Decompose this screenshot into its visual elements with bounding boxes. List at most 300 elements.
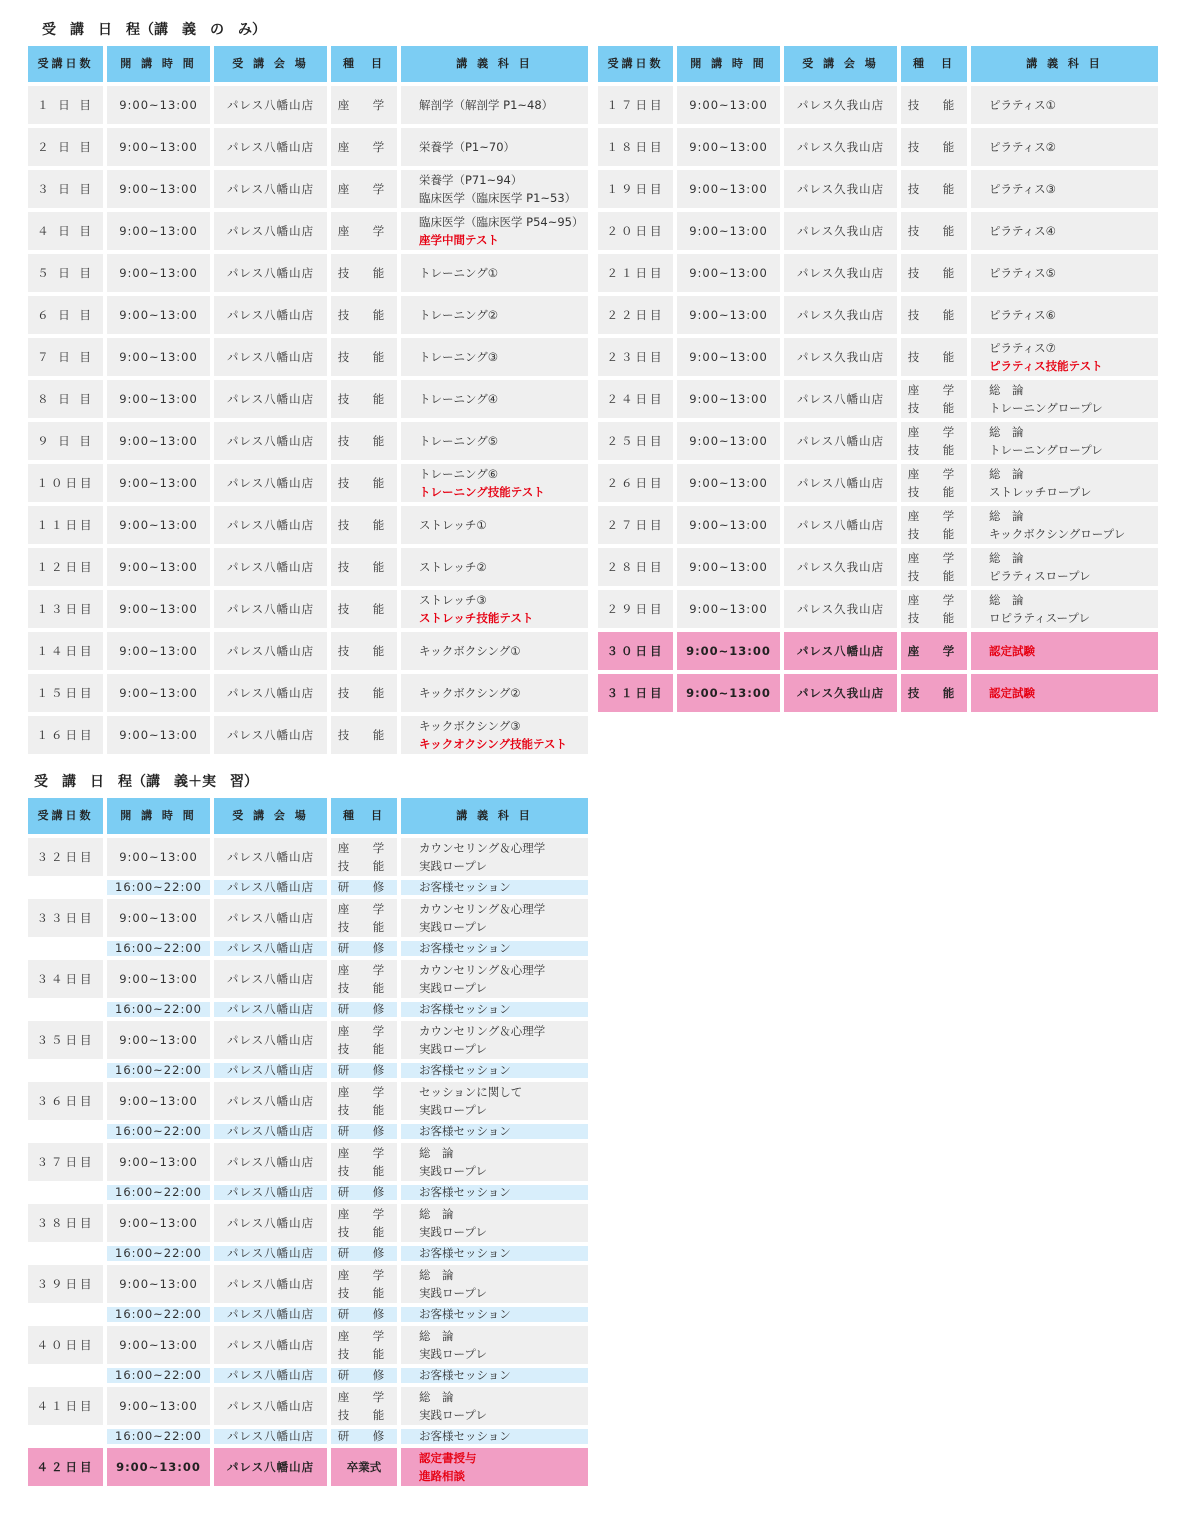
- subject-cell: [401, 1387, 588, 1425]
- category-cell: [331, 1204, 397, 1242]
- category-line: 座 学: [337, 1085, 391, 1099]
- table-row: [598, 548, 1158, 586]
- table-row: [28, 674, 588, 712]
- category-line: 技 能: [337, 1408, 391, 1422]
- day-cell: １１日目: [28, 506, 103, 544]
- time-cell: 9:00~13:00: [677, 548, 780, 586]
- table-row: [598, 170, 1158, 208]
- subject-cell: [971, 86, 1158, 124]
- table-row: [28, 899, 588, 937]
- subject-line: 実践ロープレ: [419, 1042, 487, 1056]
- evening-subject-cell: お客様セッション: [401, 1429, 588, 1444]
- time-cell: 9:00~13:00: [107, 128, 210, 166]
- evening-venue-cell: パレス八幡山店: [214, 1246, 327, 1261]
- time-cell: 9:00~13:00: [107, 464, 210, 502]
- subject-cell: [971, 464, 1158, 502]
- evening-venue-cell: パレス八幡山店: [214, 1063, 327, 1078]
- evening-time-cell: 16:00~22:00: [107, 941, 210, 956]
- table-row: [28, 1204, 588, 1242]
- subject-line: 総 論: [419, 1268, 454, 1282]
- venue-cell: パレス八幡山店: [214, 506, 327, 544]
- table-subrow: [28, 1124, 588, 1139]
- subject-line: 解剖学（解剖学 P1~48）: [419, 98, 554, 112]
- category-line: 座 学: [907, 509, 961, 523]
- subject-line: 総 論: [989, 383, 1024, 397]
- subject-cell: [971, 674, 1158, 712]
- table-row: [598, 254, 1158, 292]
- subject-line: カウンセリング＆心理学: [419, 902, 546, 916]
- evening-venue-cell: パレス八幡山店: [214, 1429, 327, 1444]
- venue-cell: パレス八幡山店: [214, 128, 327, 166]
- subject-line: キックボクシング③: [419, 719, 521, 733]
- venue-cell: パレス八幡山店: [214, 1448, 327, 1486]
- time-cell: 9:00~13:00: [107, 716, 210, 754]
- evening-time-cell: 16:00~22:00: [107, 880, 210, 895]
- day-cell: ２７日目: [598, 506, 673, 544]
- header-venue: 受 講 会 場: [784, 46, 897, 82]
- subject-cell: [401, 212, 588, 250]
- evening-venue-cell: パレス八幡山店: [214, 1368, 327, 1383]
- evening-category-cell: 研 修: [331, 1124, 397, 1139]
- day-cell: １ 日 目: [28, 86, 103, 124]
- table-subrow: [28, 1002, 588, 1017]
- category-line: 技 能: [337, 981, 391, 995]
- table-header-row: [28, 46, 588, 82]
- day-cell: １２日目: [28, 548, 103, 586]
- time-cell: 9:00~13:00: [107, 170, 210, 208]
- blank-cell: [28, 941, 103, 956]
- time-cell: 9:00~13:00: [107, 1265, 210, 1303]
- category-cell: [901, 632, 967, 670]
- subject-cell: [971, 254, 1158, 292]
- category-line: 技 能: [337, 266, 391, 280]
- category-cell: [331, 212, 397, 250]
- category-line: 技 能: [337, 602, 391, 616]
- evening-category-cell: 研 修: [331, 1185, 397, 1200]
- subject-cell: [401, 86, 588, 124]
- venue-cell: パレス八幡山店: [214, 838, 327, 876]
- category-line: 座 学: [907, 383, 961, 397]
- test-note: トレーニング技能テスト: [419, 485, 545, 499]
- subject-line: 実践ロープレ: [419, 1103, 487, 1117]
- subject-line: 総 論: [989, 551, 1024, 565]
- venue-cell: パレス八幡山店: [214, 1082, 327, 1120]
- category-cell: [901, 338, 967, 376]
- header-subject: 講 義 科 目: [971, 46, 1158, 82]
- header-subject: 講 義 科 目: [401, 46, 588, 82]
- subject-line: 実践ロープレ: [419, 1225, 487, 1239]
- category-cell: [331, 422, 397, 460]
- subject-line: キックボクシング②: [419, 686, 521, 700]
- header-time: 開 講 時 間: [677, 46, 780, 82]
- category-cell: [901, 254, 967, 292]
- table-row: [28, 1021, 588, 1059]
- subject-cell: [401, 1265, 588, 1303]
- schedule-table-practice: [24, 794, 592, 1490]
- subject-line: 実践ロープレ: [419, 1286, 487, 1300]
- subject-cell: [971, 590, 1158, 628]
- category-line: 座 学: [337, 140, 391, 154]
- evening-category-cell: 研 修: [331, 1307, 397, 1322]
- subject-line: 臨床医学（臨床医学 P1~53）: [419, 191, 577, 205]
- table-row: [28, 1326, 588, 1364]
- category-line: 技 能: [337, 859, 391, 873]
- schedule-table-lecture-right: [594, 42, 1162, 716]
- evening-venue-cell: パレス八幡山店: [214, 1002, 327, 1017]
- table-row: [28, 380, 588, 418]
- time-cell: 9:00~13:00: [677, 632, 780, 670]
- graduation-note: 認定書授与: [419, 1451, 477, 1465]
- venue-cell: パレス八幡山店: [214, 422, 327, 460]
- category-line: 技 能: [337, 1164, 391, 1178]
- category-cell: [331, 86, 397, 124]
- day-cell: １７日目: [598, 86, 673, 124]
- category-line: 技 能: [337, 560, 391, 574]
- day-cell: ２３日目: [598, 338, 673, 376]
- category-line: 座 学: [337, 963, 391, 977]
- evening-time-cell: 16:00~22:00: [107, 1246, 210, 1261]
- venue-cell: パレス八幡山店: [214, 380, 327, 418]
- table-row: [28, 1387, 588, 1425]
- blank-cell: [28, 1185, 103, 1200]
- table-header-row: [598, 46, 1158, 82]
- time-cell: 9:00~13:00: [107, 86, 210, 124]
- subject-cell: [401, 1448, 588, 1486]
- day-cell: １３日目: [28, 590, 103, 628]
- subject-line: 実践ロープレ: [419, 859, 487, 873]
- test-note: 座学中間テスト: [419, 233, 500, 247]
- subject-line: 総 論: [419, 1146, 454, 1160]
- day-cell: ２６日目: [598, 464, 673, 502]
- category-cell: [331, 674, 397, 712]
- venue-cell: パレス八幡山店: [214, 960, 327, 998]
- day-cell: ７ 日 目: [28, 338, 103, 376]
- subject-line: 実践ロープレ: [419, 1408, 487, 1422]
- category-cell: [331, 1143, 397, 1181]
- blank-cell: [28, 1429, 103, 1444]
- subject-cell: [971, 548, 1158, 586]
- subject-cell: [401, 548, 588, 586]
- day-cell: ４２日目: [28, 1448, 103, 1486]
- subject-cell: [401, 960, 588, 998]
- subject-line: ピラティス①: [989, 98, 1056, 112]
- venue-cell: パレス八幡山店: [214, 170, 327, 208]
- header-days: 受講日数: [28, 798, 103, 834]
- day-cell: ３１日目: [598, 674, 673, 712]
- subject-cell: [971, 128, 1158, 166]
- category-line: 技 能: [337, 1225, 391, 1239]
- evening-time-cell: 16:00~22:00: [107, 1307, 210, 1322]
- table-row: [28, 422, 588, 460]
- evening-subject-cell: お客様セッション: [401, 1063, 588, 1078]
- table-row: [28, 338, 588, 376]
- blank-cell: [28, 1063, 103, 1078]
- category-cell: [901, 128, 967, 166]
- header-category: 種 目: [331, 46, 397, 82]
- table-row: [28, 296, 588, 334]
- evening-time-cell: 16:00~22:00: [107, 1124, 210, 1139]
- header-days: 受講日数: [28, 46, 103, 82]
- category-cell: [331, 1326, 397, 1364]
- table-row: [598, 674, 1158, 712]
- category-cell: [331, 1265, 397, 1303]
- day-cell: ２４日目: [598, 380, 673, 418]
- time-cell: 9:00~13:00: [677, 254, 780, 292]
- subject-line: トレーニング⑤: [419, 434, 499, 448]
- category-line: 座 学: [337, 902, 391, 916]
- table-row: [28, 86, 588, 124]
- day-cell: ２１日目: [598, 254, 673, 292]
- graduation-note: 進路相談: [419, 1469, 465, 1483]
- subject-line: 栄養学（P71~94）: [419, 173, 523, 187]
- venue-cell: パレス八幡山店: [214, 254, 327, 292]
- day-cell: ２０日目: [598, 212, 673, 250]
- category-line: 座 学: [337, 1329, 391, 1343]
- schedule-table-lecture-left: [24, 42, 592, 758]
- table-row-graduation: [28, 1448, 588, 1486]
- table-row: [598, 422, 1158, 460]
- time-cell: 9:00~13:00: [107, 1082, 210, 1120]
- time-cell: 9:00~13:00: [107, 674, 210, 712]
- time-cell: 9:00~13:00: [107, 380, 210, 418]
- subject-cell: [401, 254, 588, 292]
- category-line: 技 能: [907, 401, 961, 415]
- category-cell: [901, 590, 967, 628]
- venue-cell: パレス八幡山店: [214, 716, 327, 754]
- venue-cell: パレス八幡山店: [214, 338, 327, 376]
- time-cell: 9:00~13:00: [107, 338, 210, 376]
- table-row: [598, 338, 1158, 376]
- venue-cell: パレス八幡山店: [214, 1204, 327, 1242]
- table-row: [598, 212, 1158, 250]
- subject-cell: [971, 212, 1158, 250]
- table-row: [28, 590, 588, 628]
- time-cell: 9:00~13:00: [107, 296, 210, 334]
- subject-cell: [971, 380, 1158, 418]
- venue-cell: パレス八幡山店: [214, 674, 327, 712]
- day-cell: ３９日目: [28, 1265, 103, 1303]
- evening-subject-cell: お客様セッション: [401, 880, 588, 895]
- subject-cell: [401, 506, 588, 544]
- category-line: 技 能: [337, 518, 391, 532]
- header-category: 種 目: [901, 46, 967, 82]
- evening-subject-cell: お客様セッション: [401, 1246, 588, 1261]
- subject-line: ストレッチ③: [419, 593, 487, 607]
- blank-cell: [28, 1307, 103, 1322]
- subject-cell: [401, 464, 588, 502]
- subject-cell: [401, 590, 588, 628]
- category-cell: [331, 338, 397, 376]
- subject-cell: [401, 422, 588, 460]
- venue-cell: パレス久我山店: [784, 86, 897, 124]
- day-cell: ２８日目: [598, 548, 673, 586]
- subject-cell: [401, 899, 588, 937]
- header-subject: 講 義 科 目: [401, 798, 588, 834]
- subject-cell: [401, 128, 588, 166]
- category-line: 技 能: [907, 266, 961, 280]
- day-cell: ３８日目: [28, 1204, 103, 1242]
- table-header-row: [28, 798, 588, 834]
- subject-cell: [401, 674, 588, 712]
- subject-line: 総 論: [989, 593, 1024, 607]
- subject-line: 総 論: [419, 1390, 454, 1404]
- category-cell: [331, 960, 397, 998]
- venue-cell: パレス八幡山店: [214, 296, 327, 334]
- category-line: 技 能: [907, 224, 961, 238]
- day-cell: １８日目: [598, 128, 673, 166]
- evening-category-cell: 研 修: [331, 1429, 397, 1444]
- day-cell: ６ 日 目: [28, 296, 103, 334]
- subject-line: ロピラティスープレ: [989, 611, 1090, 625]
- evening-subject-cell: お客様セッション: [401, 1368, 588, 1383]
- category-line: 技 能: [907, 182, 961, 196]
- table-subrow: [28, 1185, 588, 1200]
- day-cell: １９日目: [598, 170, 673, 208]
- evening-venue-cell: パレス八幡山店: [214, 1185, 327, 1200]
- category-cell: [331, 170, 397, 208]
- subject-cell: [401, 632, 588, 670]
- table-row: [28, 716, 588, 754]
- table-subrow: [28, 1063, 588, 1078]
- subject-line: トレーニングロープレ: [989, 443, 1103, 457]
- day-cell: １６日目: [28, 716, 103, 754]
- subject-line: ピラティス⑦: [989, 341, 1056, 355]
- day-cell: ８ 日 目: [28, 380, 103, 418]
- time-cell: 9:00~13:00: [107, 899, 210, 937]
- subject-line: 臨床医学（臨床医学 P54~95）: [419, 215, 584, 229]
- category-line: 技 能: [907, 527, 961, 541]
- subject-cell: [971, 170, 1158, 208]
- table-row: [28, 1082, 588, 1120]
- evening-category-cell: 研 修: [331, 1002, 397, 1017]
- category-line: 技 能: [337, 350, 391, 364]
- evening-category-cell: 研 修: [331, 1063, 397, 1078]
- evening-time-cell: 16:00~22:00: [107, 1185, 210, 1200]
- table-row: [28, 632, 588, 670]
- category-cell: 卒業式: [331, 1448, 397, 1486]
- category-cell: [901, 170, 967, 208]
- subject-line: トレーニング①: [419, 266, 499, 280]
- category-cell: [901, 506, 967, 544]
- table-row: [598, 590, 1158, 628]
- category-line: 技 能: [337, 1103, 391, 1117]
- venue-cell: パレス八幡山店: [784, 464, 897, 502]
- day-cell: １４日目: [28, 632, 103, 670]
- time-cell: 9:00~13:00: [677, 128, 780, 166]
- category-cell: [901, 674, 967, 712]
- subject-line: ピラティス⑤: [989, 266, 1056, 280]
- blank-cell: [28, 1368, 103, 1383]
- category-line: 座 学: [907, 467, 961, 481]
- test-note: キックオクシング技能テスト: [419, 737, 568, 751]
- category-line: 座 学: [337, 1024, 391, 1038]
- table-row: [28, 838, 588, 876]
- category-line: 技 能: [337, 1347, 391, 1361]
- venue-cell: パレス久我山店: [784, 254, 897, 292]
- table-subrow: [28, 1429, 588, 1444]
- category-cell: [331, 296, 397, 334]
- evening-subject-cell: お客様セッション: [401, 1124, 588, 1139]
- day-cell: １０日目: [28, 464, 103, 502]
- day-cell: １５日目: [28, 674, 103, 712]
- day-cell: ３７日目: [28, 1143, 103, 1181]
- category-line: 技 能: [337, 728, 391, 742]
- subject-line: 実践ロープレ: [419, 1347, 487, 1361]
- category-line: 座 学: [907, 551, 961, 565]
- venue-cell: パレス八幡山店: [214, 590, 327, 628]
- subject-cell: [401, 1204, 588, 1242]
- category-line: 技 能: [907, 98, 961, 112]
- subject-cell: [401, 170, 588, 208]
- venue-cell: パレス八幡山店: [784, 506, 897, 544]
- evening-subject-cell: お客様セッション: [401, 1307, 588, 1322]
- category-cell: [331, 1082, 397, 1120]
- category-line: 座 学: [907, 593, 961, 607]
- category-cell: [331, 590, 397, 628]
- table-row: [28, 212, 588, 250]
- day-cell: ２５日目: [598, 422, 673, 460]
- time-cell: 9:00~13:00: [107, 254, 210, 292]
- venue-cell: パレス八幡山店: [214, 1143, 327, 1181]
- table-subrow: [28, 941, 588, 956]
- subject-line: 総 論: [989, 509, 1024, 523]
- subject-cell: [401, 1143, 588, 1181]
- day-cell: ２ 日 目: [28, 128, 103, 166]
- subject-line: 実践ロープレ: [419, 981, 487, 995]
- time-cell: 9:00~13:00: [107, 1448, 210, 1486]
- table-row: [28, 548, 588, 586]
- category-line: 座 学: [337, 1390, 391, 1404]
- venue-cell: パレス八幡山店: [214, 1021, 327, 1059]
- time-cell: 9:00~13:00: [107, 548, 210, 586]
- category-cell: [901, 86, 967, 124]
- subject-cell: [401, 716, 588, 754]
- category-line: 技 能: [337, 920, 391, 934]
- table-row: [28, 128, 588, 166]
- day-cell: ３３日目: [28, 899, 103, 937]
- subject-cell: [401, 380, 588, 418]
- time-cell: 9:00~13:00: [677, 86, 780, 124]
- evening-category-cell: 研 修: [331, 880, 397, 895]
- day-cell: ３５日目: [28, 1021, 103, 1059]
- category-cell: [331, 254, 397, 292]
- category-line: 座 学: [337, 1207, 391, 1221]
- subject-line: トレーニング③: [419, 350, 499, 364]
- time-cell: 9:00~13:00: [677, 212, 780, 250]
- table-row: [28, 506, 588, 544]
- category-cell: [331, 716, 397, 754]
- table-row: [28, 170, 588, 208]
- blank-cell: [28, 1246, 103, 1261]
- header-venue: 受 講 会 場: [214, 798, 327, 834]
- venue-cell: パレス久我山店: [784, 674, 897, 712]
- category-cell: [331, 632, 397, 670]
- test-note: 認定試験: [989, 644, 1035, 658]
- category-line: 技 能: [907, 485, 961, 499]
- venue-cell: パレス八幡山店: [214, 548, 327, 586]
- subject-line: カウンセリング＆心理学: [419, 841, 546, 855]
- subject-line: 総 論: [989, 425, 1024, 439]
- category-line: 座 学: [337, 182, 391, 196]
- venue-cell: パレス八幡山店: [214, 632, 327, 670]
- time-cell: 9:00~13:00: [107, 960, 210, 998]
- day-cell: ３２日目: [28, 838, 103, 876]
- category-cell: [331, 506, 397, 544]
- category-cell: [331, 899, 397, 937]
- subject-line: ピラティス③: [989, 182, 1056, 196]
- day-cell: ２９日目: [598, 590, 673, 628]
- evening-subject-cell: お客様セッション: [401, 941, 588, 956]
